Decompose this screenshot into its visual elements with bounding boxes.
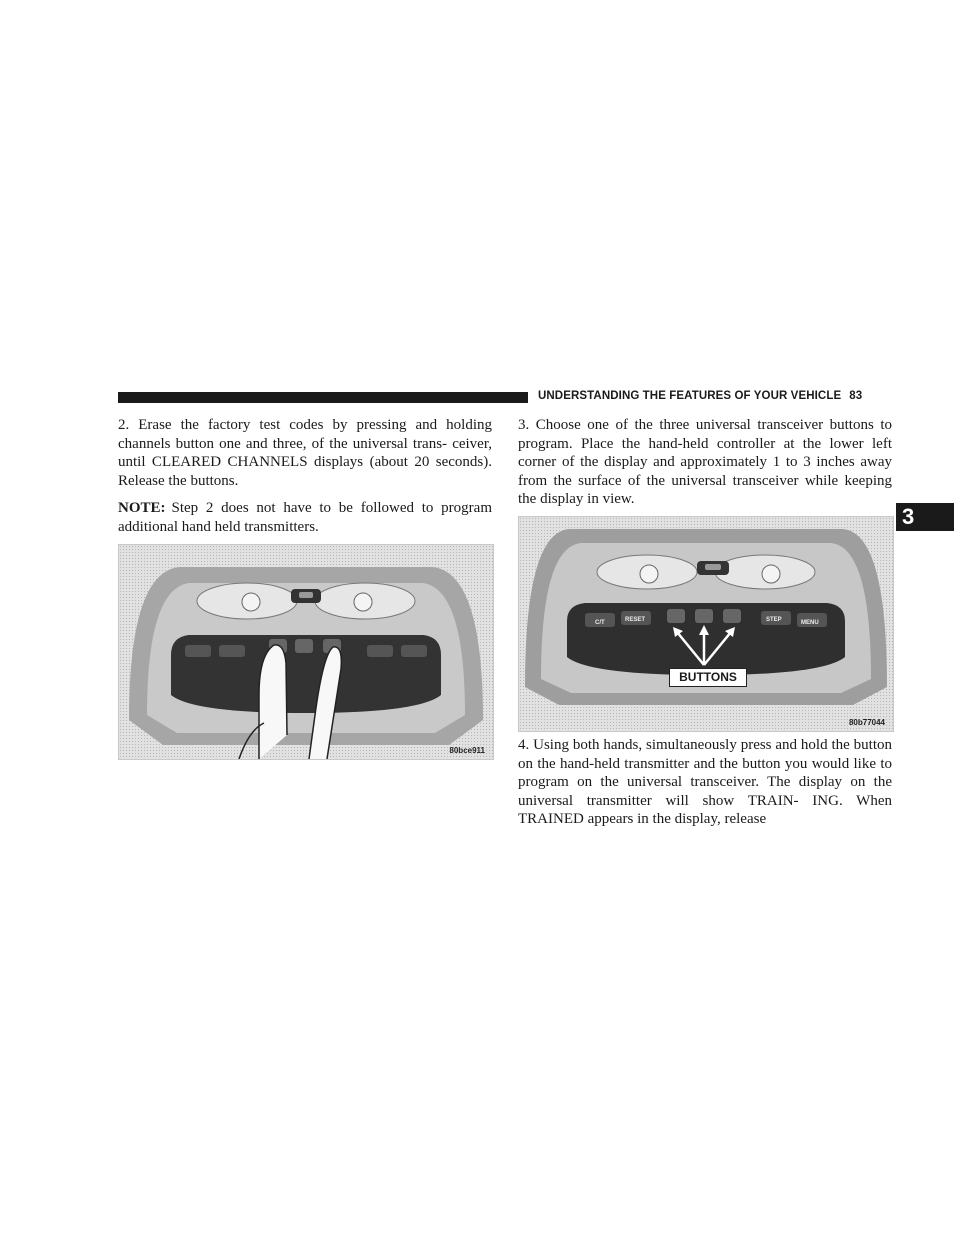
menu-button-label: MENU <box>801 620 819 626</box>
step-2-paragraph: 2. Erase the factory test codes by pressing and holding channels button one and three, of the universal trans- ceiver, until CLEARED CHANNELS displays (about 20 seconds). Release the buttons. <box>118 417 492 489</box>
section-title: UNDERSTANDING THE FEATURES OF YOUR VEHICLE <box>538 390 842 402</box>
chapter-tab: 3 <box>896 503 954 531</box>
left-column <box>118 416 492 537</box>
right-column <box>518 416 892 509</box>
overhead-console-illustration <box>119 545 493 759</box>
figure-buttons-callout <box>518 516 894 732</box>
running-header <box>538 390 892 402</box>
step-3-paragraph: 3. Choose one of the three universal transceiver buttons to program. Place the hand-held controller at the lower left corner of the display and approximately 1 to 3 inches away from the surface of the universal transceiver while keeping the display in view. <box>518 417 892 508</box>
figure-fingers-pressing-buttons <box>118 544 494 760</box>
right-column-continued <box>518 736 892 829</box>
transceiver-illustration <box>519 517 893 731</box>
figure-id: 80b77044 <box>848 718 885 727</box>
step-button-label: STEP <box>766 617 782 623</box>
figure-id: 80bce911 <box>449 746 485 755</box>
buttons-callout-label: BUTTONS <box>669 668 747 687</box>
header-rule <box>118 392 528 403</box>
note-paragraph <box>118 499 492 536</box>
ct-button-label: C/T <box>595 620 605 626</box>
step-4-paragraph: 4. Using both hands, simultaneously press and hold the button on the hand-held transmitter and the button you would like to program on the universal transceiver. The display on the universal transmitter will show TRAIN- ING. When TRAINED appears in the display, release <box>518 737 892 828</box>
note-label: NOTE: <box>118 500 166 517</box>
reset-button-label: RESET <box>625 617 646 623</box>
page-number: 83 <box>849 390 863 402</box>
note-text: Step 2 does not have to be followed to program additional hand held transmitters. <box>118 500 492 535</box>
